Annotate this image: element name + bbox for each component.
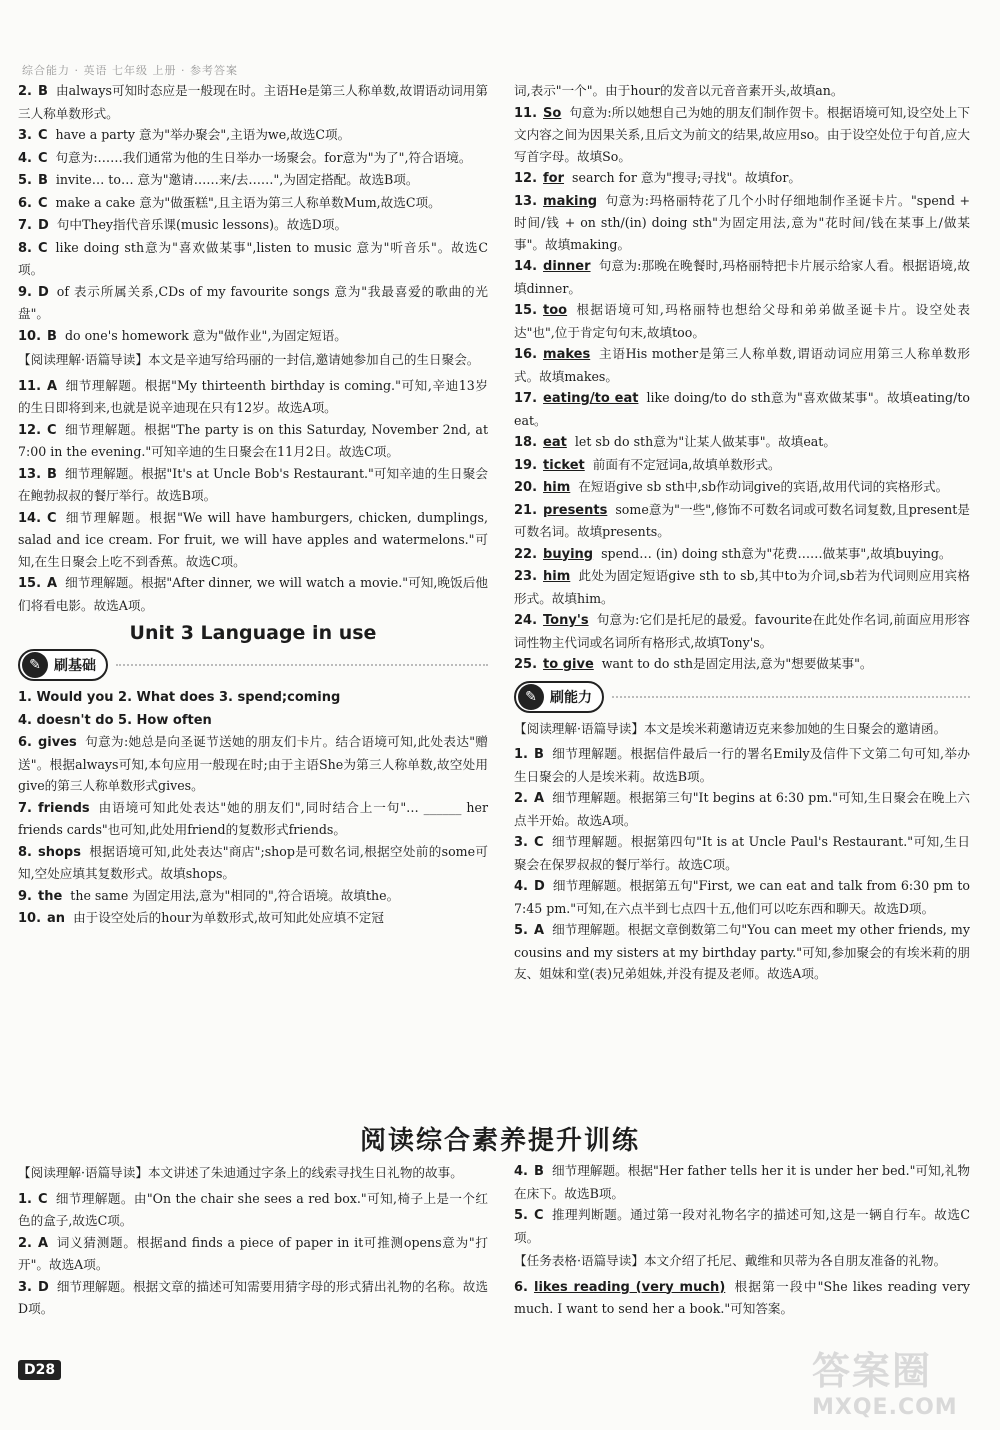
item-number: 4. bbox=[18, 150, 32, 166]
item-answer: 1. Would you 2. What does 3. spend;coming bbox=[18, 690, 341, 705]
dotted-divider bbox=[612, 696, 970, 698]
item-number: 24. bbox=[514, 613, 538, 628]
item-answer: B bbox=[47, 328, 57, 344]
basic-badge bbox=[18, 650, 488, 680]
item-answer: C bbox=[533, 835, 544, 850]
watermark-logo bbox=[812, 1340, 992, 1420]
item-explanation: 细节理解题。根据"After dinner, we will watch a movie."可知,晚饭后他们将看电影。故选A项。 bbox=[18, 575, 488, 613]
answer-item bbox=[18, 147, 488, 170]
item-number: 23. bbox=[514, 569, 538, 584]
item-number: 6. bbox=[514, 1279, 528, 1295]
item-explanation: 句意为:那晚在晚餐时,玛格丽特把卡片展示给家人看。根据语境,故填dinner。 bbox=[514, 258, 970, 296]
item-explanation: 前面有不定冠词a,故填单数形式。 bbox=[592, 456, 781, 472]
item-answer: A bbox=[47, 378, 58, 394]
item-explanation: 细节理解题。根据文章倒数第二句"You can meet my other friends, my cousins and my sisters at my birthday party."可知,参加聚会的有埃米莉的朋友、姐妹和堂(表)兄弟姐妹,并没有提及老师。故选A项。 bbox=[514, 922, 970, 981]
item-answer: him bbox=[543, 480, 571, 495]
item-answer: to give bbox=[543, 657, 594, 672]
item-explanation: 细节理解题。根据"The party is on this Saturday, November 2nd, at 7:00 in the evening."可知辛迪的生日聚会在11月2日。故选C项。 bbox=[18, 421, 488, 459]
item-number: 25. bbox=[514, 657, 538, 672]
answer-item bbox=[514, 565, 970, 609]
answer-list-top bbox=[18, 80, 488, 347]
answer-item bbox=[18, 192, 488, 215]
item-answer: C bbox=[37, 150, 48, 166]
badge-pill bbox=[18, 649, 108, 681]
answer-item bbox=[514, 787, 970, 831]
item-explanation: 细节理解题。根据"It's at Uncle Bob's Restaurant."可知辛迪的生日聚会在鲍勃叔叔的餐厅举行。故选B项。 bbox=[18, 465, 488, 503]
answer-item bbox=[18, 237, 488, 281]
running-header: 综合能力 · 英语 七年级 上册 · 参考答案 bbox=[22, 64, 238, 77]
item-explanation: 句意为:玛格丽特花了几个小时仔细地制作圣诞卡片。"spend + 时间/钱 + on sth/(in) doing sth"为固定用法,意为"花时间/钱在某事上/做某事"。故填making。 bbox=[514, 192, 970, 252]
answer-item bbox=[514, 831, 970, 875]
item-explanation: the same 为固定用法,意为"相同的",符合语境。故填the。 bbox=[70, 887, 400, 903]
answer-item bbox=[514, 431, 970, 454]
item-number: 6. bbox=[18, 735, 32, 750]
item-explanation: 细节理解题。根据信件最后一行的署名Emily及信件下文第二句可知,举办生日聚会的人是埃米莉。故选B项。 bbox=[514, 746, 970, 784]
right-column bbox=[514, 80, 970, 985]
item-answer: C bbox=[37, 195, 48, 211]
item-explanation: invite… to… 意为"邀请……来/去……",为固定搭配。故选B项。 bbox=[55, 172, 419, 187]
item-answer: C bbox=[37, 1191, 48, 1207]
item-answer: presents bbox=[543, 502, 608, 518]
answer-item bbox=[18, 463, 488, 507]
item-answer: eat bbox=[543, 435, 567, 450]
answer-item bbox=[18, 214, 488, 237]
item-answer: D bbox=[37, 1279, 49, 1295]
item-answer: 4. doesn't do 5. How often bbox=[18, 712, 212, 728]
item-answer: C bbox=[37, 240, 48, 256]
item-number: 19. bbox=[514, 457, 538, 473]
item-explanation: some意为"一些",修饰不可数名词或可数名词复数,且present是可数名词。故填presents。 bbox=[514, 501, 970, 539]
answer-item bbox=[514, 1160, 970, 1204]
answer-item bbox=[18, 731, 488, 797]
answer-item bbox=[18, 907, 488, 930]
item-number: 17. bbox=[514, 391, 538, 406]
item-number: 14. bbox=[18, 510, 42, 526]
item-explanation: 由always可知时态应是一般现在时。主语He是第三人称单数,故谓语动词用第三人称单数形式。 bbox=[18, 83, 488, 121]
item-answer: the bbox=[37, 888, 63, 904]
item-number: 11. bbox=[18, 378, 42, 394]
item-number: 4. bbox=[514, 879, 528, 894]
reading-intro: 【阅读理解·语篇导读】本文讲述了朱迪通过字条上的线索寻找生日礼物的故事。 bbox=[18, 1165, 463, 1180]
item-explanation: 细节理解题。由"On the chair she sees a red box."可知,椅子上是一个红色的盒子,故选C项。 bbox=[18, 1190, 488, 1228]
item-answer: C bbox=[47, 510, 57, 526]
item-explanation: 细节理解题。根据"Her father tells her it is under her bed."可知,礼物在床下。故选B项。 bbox=[514, 1163, 970, 1201]
item-number: 15. bbox=[514, 303, 538, 318]
item-number: 10. bbox=[18, 328, 42, 344]
item-number: 5. bbox=[18, 173, 32, 188]
answer-item bbox=[514, 609, 970, 653]
item-explanation: want to do sth是固定用法,意为"想要做某事"。 bbox=[601, 656, 873, 671]
item-answer: B bbox=[533, 1164, 544, 1179]
task-intro: 【任务表格·语篇导读】本文介绍了托尼、戴维和贝蒂为各自朋友准备的礼物。 bbox=[514, 1253, 947, 1268]
reading-intro: 【阅读理解·语篇导读】本文是埃米莉邀请迈克来参加她的生日聚会的邀请函。 bbox=[514, 720, 947, 736]
item-explanation: 根据语境可知,此处表达"商店";shop是可数名词,根据空处前的some可知,空处应填其复数形式。故填shops。 bbox=[18, 843, 488, 881]
item-number: 5. bbox=[514, 1208, 528, 1223]
item-number: 8. bbox=[18, 240, 32, 256]
answer-item bbox=[514, 653, 970, 676]
item-number: 14. bbox=[514, 259, 538, 274]
item-number: 10. bbox=[18, 911, 42, 926]
answer-item bbox=[18, 419, 488, 463]
answer-item bbox=[18, 885, 488, 908]
badge-pill bbox=[514, 681, 604, 713]
item-answer: C bbox=[37, 128, 48, 143]
item-number: 16. bbox=[514, 347, 538, 362]
item-answer: gives bbox=[37, 735, 77, 750]
item-number: 3. bbox=[514, 835, 528, 850]
answer-item bbox=[514, 499, 970, 543]
unit-title: Unit 3 Language in use bbox=[129, 622, 377, 644]
pencil-icon: ✎ bbox=[518, 684, 544, 710]
item-explanation: 细节理解题。根据第三句"It begins at 6:30 pm."可知,生日聚会在晚上六点半开始。故选A项。 bbox=[514, 790, 970, 828]
answer-item bbox=[18, 797, 488, 841]
item-explanation: 由于设空处后的hour为单数形式,故可知此处应填不定冠 bbox=[73, 910, 384, 925]
item-explanation: 句意为:它们是托尼的最爱。favourite在此处作名词,前面应用形容词性物主代词或名词所有格形式,故填Tony's。 bbox=[514, 612, 970, 650]
answer-item bbox=[514, 255, 970, 299]
item-explanation: like doing/to do sth意为"喜欢做某事"。故填eating/to eat。 bbox=[514, 390, 970, 428]
item-answer: B bbox=[37, 173, 48, 188]
item-number: 8. bbox=[18, 844, 32, 860]
item-explanation: have a party 意为"举办聚会",主语为we,故选C项。 bbox=[55, 127, 351, 142]
answer-item bbox=[514, 1276, 970, 1320]
answer-item bbox=[18, 281, 488, 325]
item-answer: for bbox=[543, 171, 565, 186]
item-explanation: spend… (in) doing sth意为"花费……做某事",故填buying。 bbox=[601, 545, 952, 561]
item-explanation: 细节理解题。根据"We will have hamburgers, chicken, dumplings, salad and ice cream. For fruit, we will have apples and watermelons."可知,在生日聚会上吃不到香蕉。故选C项。 bbox=[18, 509, 488, 569]
item-number: 1. bbox=[514, 747, 528, 762]
item-answer: So bbox=[543, 105, 562, 121]
item-number: 3. bbox=[18, 128, 32, 143]
item-answer: makes bbox=[543, 347, 591, 362]
item-answer: A bbox=[533, 923, 545, 938]
answer-item bbox=[514, 299, 970, 343]
answer-item bbox=[514, 190, 970, 256]
item-answer: dinner bbox=[543, 259, 591, 274]
item-number: 12. bbox=[18, 422, 42, 438]
item-explanation: do one's homework 意为"做作业",为固定短语。 bbox=[64, 327, 347, 343]
item-number: 9. bbox=[18, 888, 32, 904]
answer-item bbox=[514, 743, 970, 787]
item-number: 3. bbox=[18, 1279, 32, 1295]
answer-item bbox=[18, 124, 488, 147]
item-number: 12. bbox=[514, 171, 538, 186]
answer-item bbox=[514, 454, 970, 477]
bottom-right-column bbox=[514, 1160, 970, 1320]
answer-item bbox=[514, 875, 970, 919]
item-answer: D bbox=[533, 879, 545, 894]
ability-badge bbox=[514, 682, 970, 712]
answer-item bbox=[514, 102, 970, 168]
bottom-left-column bbox=[18, 1160, 488, 1320]
answer-item bbox=[514, 387, 970, 431]
basic-answer-line bbox=[18, 686, 488, 709]
answer-item bbox=[18, 1276, 488, 1320]
item-answer: C bbox=[533, 1208, 544, 1223]
item-number: 13. bbox=[514, 193, 538, 209]
watermark-url: MXQE.COM bbox=[812, 1395, 958, 1420]
answer-item bbox=[514, 1204, 970, 1248]
reading-intro: 【阅读理解·语篇导读】本文是辛迪写给玛丽的一封信,邀请她参加自己的生日聚会。 bbox=[18, 352, 480, 367]
item-explanation: 句中They指代音乐课(music lessons)。故选D项。 bbox=[56, 217, 348, 232]
item-number: 21. bbox=[514, 502, 538, 518]
item-explanation: 由语境可知此处表达"她的朋友们",同时结合上一句"… ______ her friends cards"也可知,此处用friend的复数形式friends。 bbox=[18, 799, 488, 837]
item-answer: shops bbox=[37, 844, 81, 860]
dotted-divider bbox=[116, 664, 488, 666]
answer-item bbox=[18, 507, 488, 573]
watermark-main: 答案圈 bbox=[812, 1349, 933, 1393]
answer-item bbox=[18, 375, 488, 419]
item-explanation: 细节理解题。根据文章的描述可知需要用猜字母的形式猜出礼物的名称。故选D项。 bbox=[18, 1278, 488, 1316]
item-number: 7. bbox=[18, 800, 32, 816]
item-answer: him bbox=[543, 569, 571, 584]
item-explanation: 细节理解题。根据第四句"It is at Uncle Paul's Restaurant."可知,生日聚会在保罗叔叔的餐厅举行。故选C项。 bbox=[514, 834, 970, 872]
answer-item bbox=[18, 325, 488, 348]
pencil-icon: ✎ bbox=[22, 652, 48, 678]
item-answer: D bbox=[37, 218, 49, 233]
answer-item bbox=[18, 1232, 488, 1276]
reading-answers bbox=[514, 743, 970, 985]
item-explanation: search for 意为"搜寻;寻找"。故填for。 bbox=[572, 170, 801, 185]
item-number: 13. bbox=[18, 466, 42, 482]
item-answer: B bbox=[37, 84, 48, 99]
item-explanation: 词义猜测题。根据and finds a piece of paper in it可推测opens意为"打开"。故选A项。 bbox=[18, 1234, 488, 1272]
item-number: 15. bbox=[18, 576, 42, 591]
item-answer: too bbox=[543, 303, 568, 318]
basic-answer-line bbox=[18, 709, 488, 732]
item-number: 2. bbox=[514, 791, 528, 806]
item-answer: A bbox=[533, 791, 545, 806]
answer-item bbox=[514, 343, 970, 387]
item-explanation: 细节理解题。根据第五句"First, we can eat and talk from 6:30 pm to 7:45 pm."可知,在六点半到七点四十五,他们可以吃东西和聊天。故选D项。 bbox=[514, 878, 970, 916]
item-number: 2. bbox=[18, 84, 32, 99]
item-number: 18. bbox=[514, 435, 538, 450]
item-answer: Tony's bbox=[543, 613, 589, 628]
item-answer: buying bbox=[543, 546, 594, 562]
item-explanation: of 表示所属关系,CDs of my favourite songs 意为"我最喜爱的歌曲的光盘"。 bbox=[18, 283, 488, 321]
item-number: 7. bbox=[18, 218, 32, 233]
item-explanation: 细节理解题。根据"My thirteenth birthday is coming."可知,辛迪13岁的生日即将到来,也就是说辛迪现在只有12岁。故选A项。 bbox=[18, 377, 488, 415]
item-explanation: let sb do sth意为"让某人做某事"。故填eat。 bbox=[574, 434, 836, 449]
item-answer: likes reading (very much) bbox=[533, 1279, 726, 1295]
answer-item bbox=[514, 167, 970, 190]
item-explanation: 根据第一段中"She likes reading very much. I want to send her a book."可知答案。 bbox=[514, 1278, 971, 1316]
badge-label: 刷能力 bbox=[550, 689, 592, 706]
badge-label: 刷基础 bbox=[54, 658, 96, 674]
item-explanation: 句意为:所以她想自己为她的朋友们制作贺卡。根据语境可知,设空处上下文内容之间为因果关系,且后文为前文的结果,故应用so。由于设空处位于句首,应大写首字母。故填So。 bbox=[514, 104, 970, 164]
item-number: 2. bbox=[18, 1235, 32, 1251]
answer-item bbox=[18, 80, 488, 124]
answer-item bbox=[514, 543, 970, 566]
item-number: 5. bbox=[514, 923, 528, 938]
item-number: 4. bbox=[514, 1164, 528, 1179]
continued-text: 词,表示"一个"。由于hour的发音以元音音素开头,故填an。 bbox=[514, 83, 844, 98]
answer-item bbox=[514, 919, 970, 985]
left-column bbox=[18, 80, 488, 930]
item-answer: D bbox=[37, 284, 49, 300]
item-explanation: like doing sth意为"喜欢做某事",listen to music 意为"听音乐"。故选C项。 bbox=[18, 239, 488, 277]
item-answer: an bbox=[47, 911, 66, 926]
item-explanation: 推理判断题。通过第一段对礼物名字的描述可知,这是一辆自行车。故选C项。 bbox=[514, 1207, 970, 1245]
item-answer: B bbox=[47, 466, 57, 482]
item-answer: B bbox=[533, 747, 544, 762]
item-number: 6. bbox=[18, 195, 32, 211]
item-answer: making bbox=[543, 193, 598, 209]
answer-item bbox=[18, 1188, 488, 1232]
page-number: D28 bbox=[18, 1360, 61, 1380]
item-answer: A bbox=[37, 1235, 49, 1251]
answer-item bbox=[18, 841, 488, 885]
item-answer: eating/to eat bbox=[543, 391, 639, 406]
item-answer: ticket bbox=[543, 457, 585, 473]
item-explanation: 句意为:……我们通常为他的生日举办一场聚会。for意为"为了",符合语境。 bbox=[55, 149, 472, 165]
item-number: 11. bbox=[514, 105, 538, 121]
item-explanation: make a cake 意为"做蛋糕",且主语为第三人称单数Mum,故选C项。 bbox=[55, 194, 441, 210]
basic-answers bbox=[18, 731, 488, 930]
item-answer: A bbox=[47, 576, 58, 591]
fill-blank-answers bbox=[514, 102, 970, 676]
section-title: 阅读综合素养提升训练 bbox=[359, 1126, 640, 1156]
answer-item bbox=[18, 169, 488, 192]
item-explanation: 在短语give sb sth中,sb作动词give的宾语,故用代词的宾格形式。 bbox=[578, 479, 949, 494]
item-explanation: 此处为固定短语give sth to sb,其中to为介词,sb若为代词则应用宾格形式。故填him。 bbox=[514, 568, 970, 606]
item-number: 20. bbox=[514, 480, 538, 495]
item-answer: friends bbox=[37, 800, 90, 816]
item-answer: C bbox=[47, 422, 57, 438]
answer-item bbox=[18, 572, 488, 616]
item-explanation: 句意为:她总是向圣诞节送她的朋友们卡片。结合语境可知,此处表达"赠送"。根据always可知,本句应用一般现在时;由于主语She为第三人称单数,故空处用give的第三人称单数形式gives。 bbox=[18, 734, 488, 793]
item-explanation: 主语His mother是第三人称单数,谓语动词应用第三人称单数形式。故填makes。 bbox=[514, 346, 970, 384]
answer-item bbox=[514, 476, 970, 499]
item-explanation: 根据语境可知,玛格丽特也想给父母和弟弟做圣诞卡片。设空处表达"也",位于肯定句句末,故填too。 bbox=[514, 302, 970, 340]
item-number: 1. bbox=[18, 1191, 32, 1207]
item-number: 22. bbox=[514, 546, 538, 562]
item-number: 9. bbox=[18, 284, 32, 300]
reading-answers bbox=[18, 375, 488, 617]
